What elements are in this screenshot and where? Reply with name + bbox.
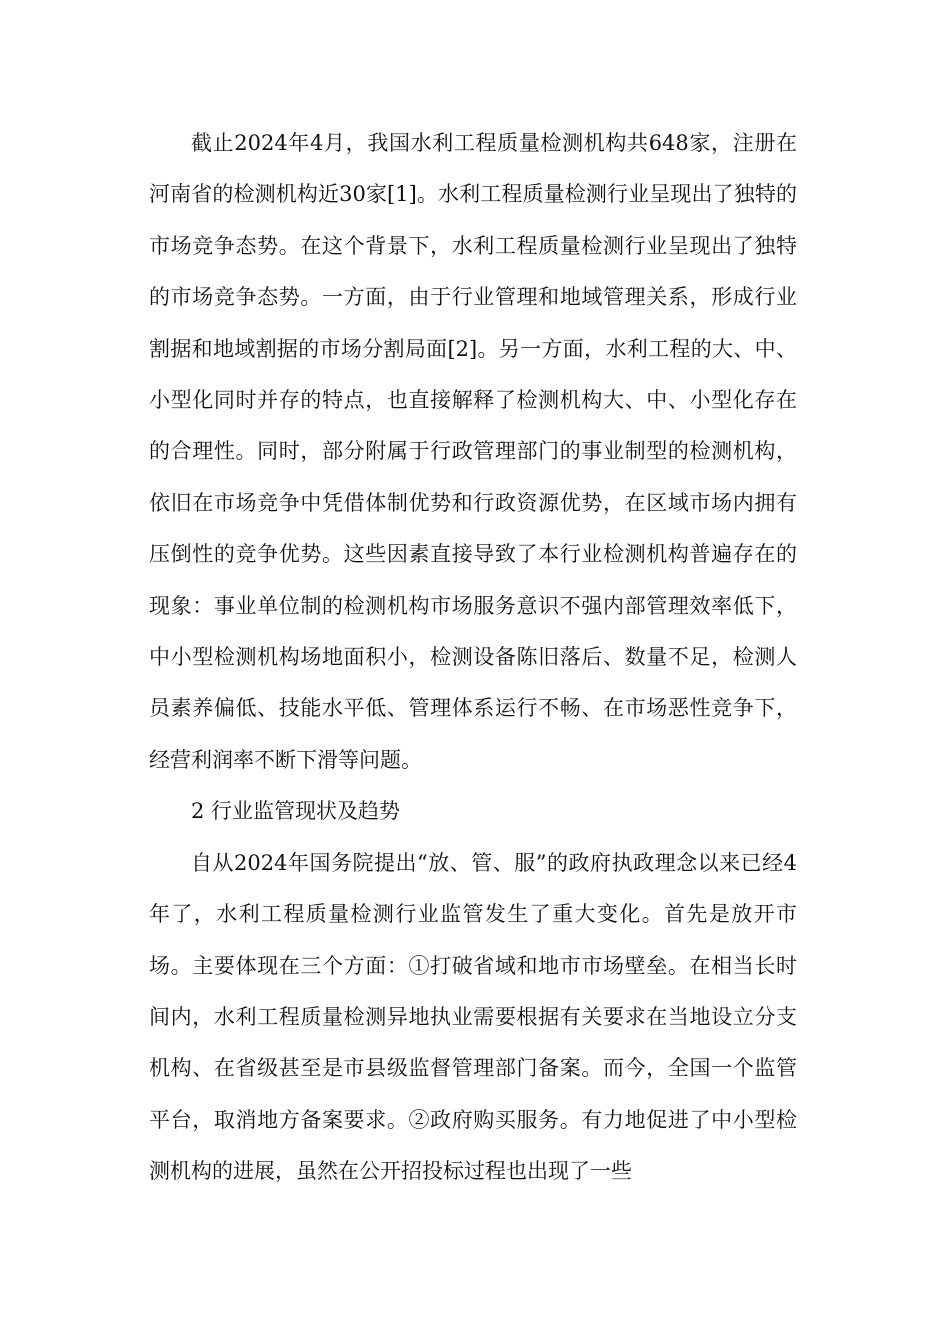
document-body xyxy=(149,118,797,1198)
paragraph-market-competition: 截止2024年4月，我国水利工程质量检测机构共648家，注册在河南省的检测机构近30家[1]。水利工程质量检测行业呈现出了独特的市场竞争态势。在这个背景下，水利工程质量检测行业呈现出了独特的市场竞争态势。一方面，由于行业管理和地域管理关系，形成行业割据和地域割据的市场分割局面[2]。另一方面，水利工程的大、中、小型化同时并存的特点，也直接解释了检测机构大、中、小型化存在的合理性。同时，部分附属于行政管理部门的事业制型的检测机构，依旧在市场竞争中凭借体制优势和行政资源优势，在区域市场内拥有压倒性的竞争优势。这些因素直接导致了本行业检测机构普遍存在的现象：事业单位制的检测机构市场服务意识不强内部管理效率低下，中小型检测机构场地面积小，检测设备陈旧落后、数量不足，检测人员素养偏低、技能水平低、管理体系运行不畅、在市场恶性竞争下，经营利润率不断下滑等问题。 xyxy=(149,131,797,772)
section-heading: 2 行业监管现状及趋势 xyxy=(191,799,401,824)
paragraph-regulation-status: 自从2024年国务院提出“放、管、服”的政府执政理念以来已经4年了，水利工程质量检测行业监管发生了重大变化。首先是放开市场。主要体现在三个方面：①打破省域和地市市场壁垒。在相当长时间内，水利工程质量检测异地执业需要根据有关要求在当地设立分支机构、在省级甚至是市县级监督管理部门备案。而今，全国一个监管平台，取消地方备案要求。②政府购买服务。有力地促进了中小型检测机构的进展，虽然在公开招投标过程也出现了一些 xyxy=(149,850,797,1184)
